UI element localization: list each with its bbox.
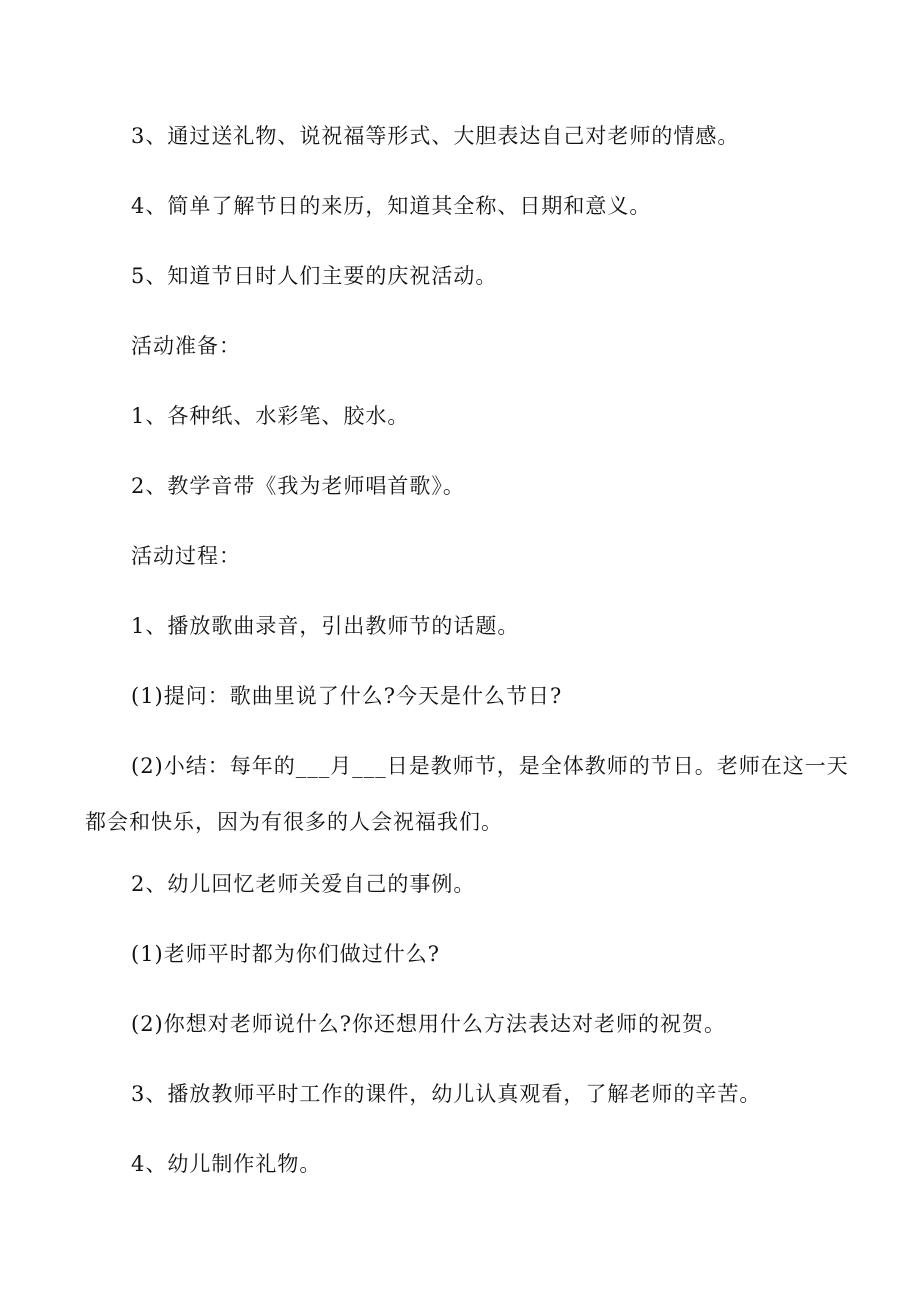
prep-item-1: 1、各种纸、水彩笔、胶水。 [131, 404, 410, 428]
process-step-2: 2、幼儿回忆老师关爱自己的事例。 [131, 872, 476, 896]
summary-line-1: (2)小结：每年的___月___日是教师节，是全体教师的节日。老师在这一天 [131, 754, 849, 778]
process-step-1-summary [85, 738, 849, 850]
process-step-3: 3、播放教师平时工作的课件，幼儿认真观看，了解老师的辛苦。 [131, 1082, 762, 1106]
summary-line-2: 都会和快乐，因为有很多的人会祝福我们。 [85, 810, 503, 834]
goal-item-3: 3、通过送礼物、说祝福等形式、大胆表达自己对老师的情感。 [131, 124, 740, 148]
process-step-4: 4、幼儿制作礼物。 [131, 1152, 322, 1176]
section-heading-preparation: 活动准备： [131, 334, 241, 358]
process-step-2-q2: (2)你想对老师说什么?你还想用什么方法表达对老师的祝贺。 [131, 1012, 727, 1036]
goal-item-4: 4、简单了解节日的来历，知道其全称、日期和意义。 [131, 194, 652, 218]
prep-item-2: 2、教学音带《我为老师唱首歌》。 [131, 474, 465, 498]
section-heading-process: 活动过程： [131, 544, 241, 568]
process-step-1-question: (1)提问：歌曲里说了什么?今天是什么节日? [131, 684, 563, 708]
goal-item-5: 5、知道节日时人们主要的庆祝活动。 [131, 264, 498, 288]
process-step-1: 1、播放歌曲录音，引出教师节的话题。 [131, 614, 520, 638]
process-step-2-q1: (1)老师平时都为你们做过什么? [131, 942, 441, 966]
